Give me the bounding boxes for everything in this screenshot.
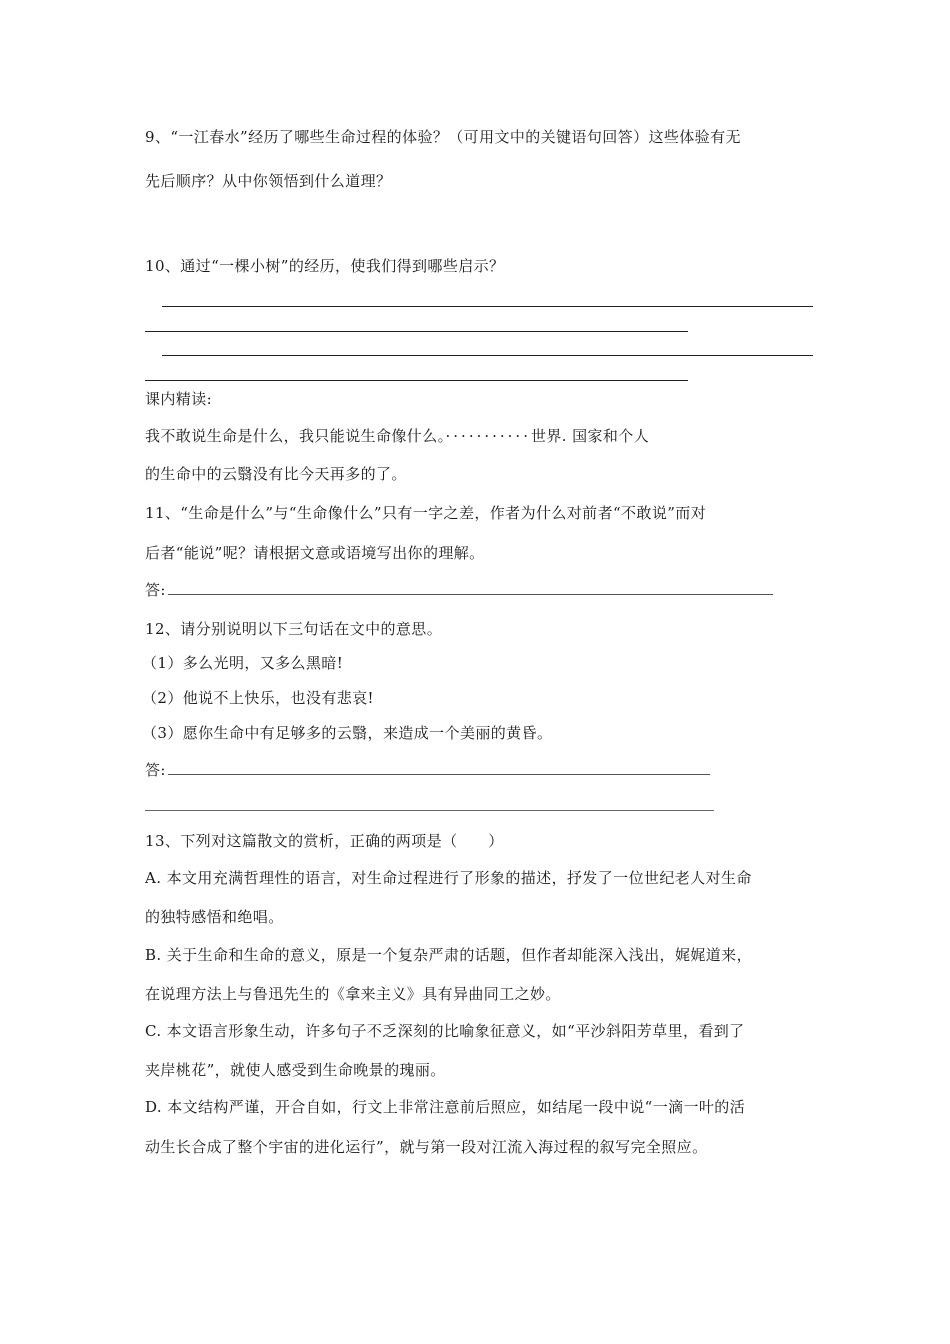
answer-line[interactable] [168, 773, 710, 775]
answer-line[interactable] [168, 593, 773, 595]
question-12-item-1: （1）多么光明，又多么黑暗! [142, 654, 344, 672]
passage-line-1 [145, 426, 649, 446]
ellipsis-dots: ··········· [445, 427, 531, 445]
passage-text: 世界. 国家和个人 [530, 427, 650, 445]
option-a-line-2: 的独特感悟和绝唱。 [145, 908, 284, 926]
option-d-line-2: 动生长合成了整个宇宙的进化运行”，就与第一段对江流入海过程的叙写完全照应。 [145, 1138, 708, 1156]
question-11-line-2: 后者“能说”呢？请根据文意或语境写出你的理解。 [145, 544, 485, 562]
option-c-line-2: 夹岸桃花”，就使人感受到生命晚景的瑰丽。 [145, 1061, 446, 1079]
option-b-line-2: 在说理方法上与鲁迅先生的《拿来主义》具有异曲同工之妙。 [145, 985, 561, 1003]
question-12-item-3: （3）愿你生命中有足够多的云翳，来造成一个美丽的黄昏。 [142, 724, 553, 742]
answer-line[interactable] [145, 380, 688, 381]
answer-line[interactable] [145, 331, 688, 332]
question-10-line-1: 10、通过“一棵小树”的经历，使我们得到哪些启示？ [145, 257, 505, 275]
question-12-item-2: （2）他说不上快乐，也没有悲哀! [142, 689, 374, 707]
answer-line[interactable] [162, 306, 813, 307]
option-b-line-1: B. 关于生命和生命的意义，原是一个复杂严肃的话题，但作者却能深入浅出，娓娓道来， [145, 946, 752, 964]
section-heading: 课内精读: [145, 390, 213, 408]
option-c-line-1: C. 本文语言形象生动，许多句子不乏深刻的比喻象征意义，如“平沙斜阳芳草里，看到了 [145, 1022, 745, 1040]
question-11-line-1: 11、“生命是什么”与“生命像什么”只有一字之差，作者为什么对前者“不敢说”而对 [145, 504, 707, 522]
answer-line[interactable] [162, 355, 813, 356]
answer-label: 答: [145, 581, 166, 599]
question-11-answer [145, 580, 773, 600]
option-a-line-1: A. 本文用充满哲理性的语言，对生命过程进行了形象的描述，抒发了一位世纪老人对生命 [145, 869, 752, 887]
answer-label: 答: [145, 761, 166, 779]
question-12-line-1: 12、请分别说明以下三句话在文中的意思。 [145, 620, 443, 638]
passage-line-2: 的生命中的云翳没有比今天再多的了。 [145, 465, 407, 483]
passage-text: 我不敢说生命是什么，我只能说生命像什么。 [145, 427, 446, 445]
question-12-answer [145, 760, 710, 780]
option-d-line-1: D. 本文结构严谨，开合自如，行文上非常注意前后照应，如结尾一段中说“一滴一叶的活 [145, 1098, 746, 1116]
question-9-line-1: 9、“一江春水”经历了哪些生命过程的体验？（可用文中的关键语句回答）这些体验有无 [145, 128, 741, 146]
question-9-line-2: 先后顺序？从中你领悟到什么道理？ [145, 172, 392, 190]
answer-line[interactable] [145, 810, 714, 811]
question-13-line-1: 13、下列对这篇散文的赏析，正确的两项是（ ） [145, 832, 504, 850]
